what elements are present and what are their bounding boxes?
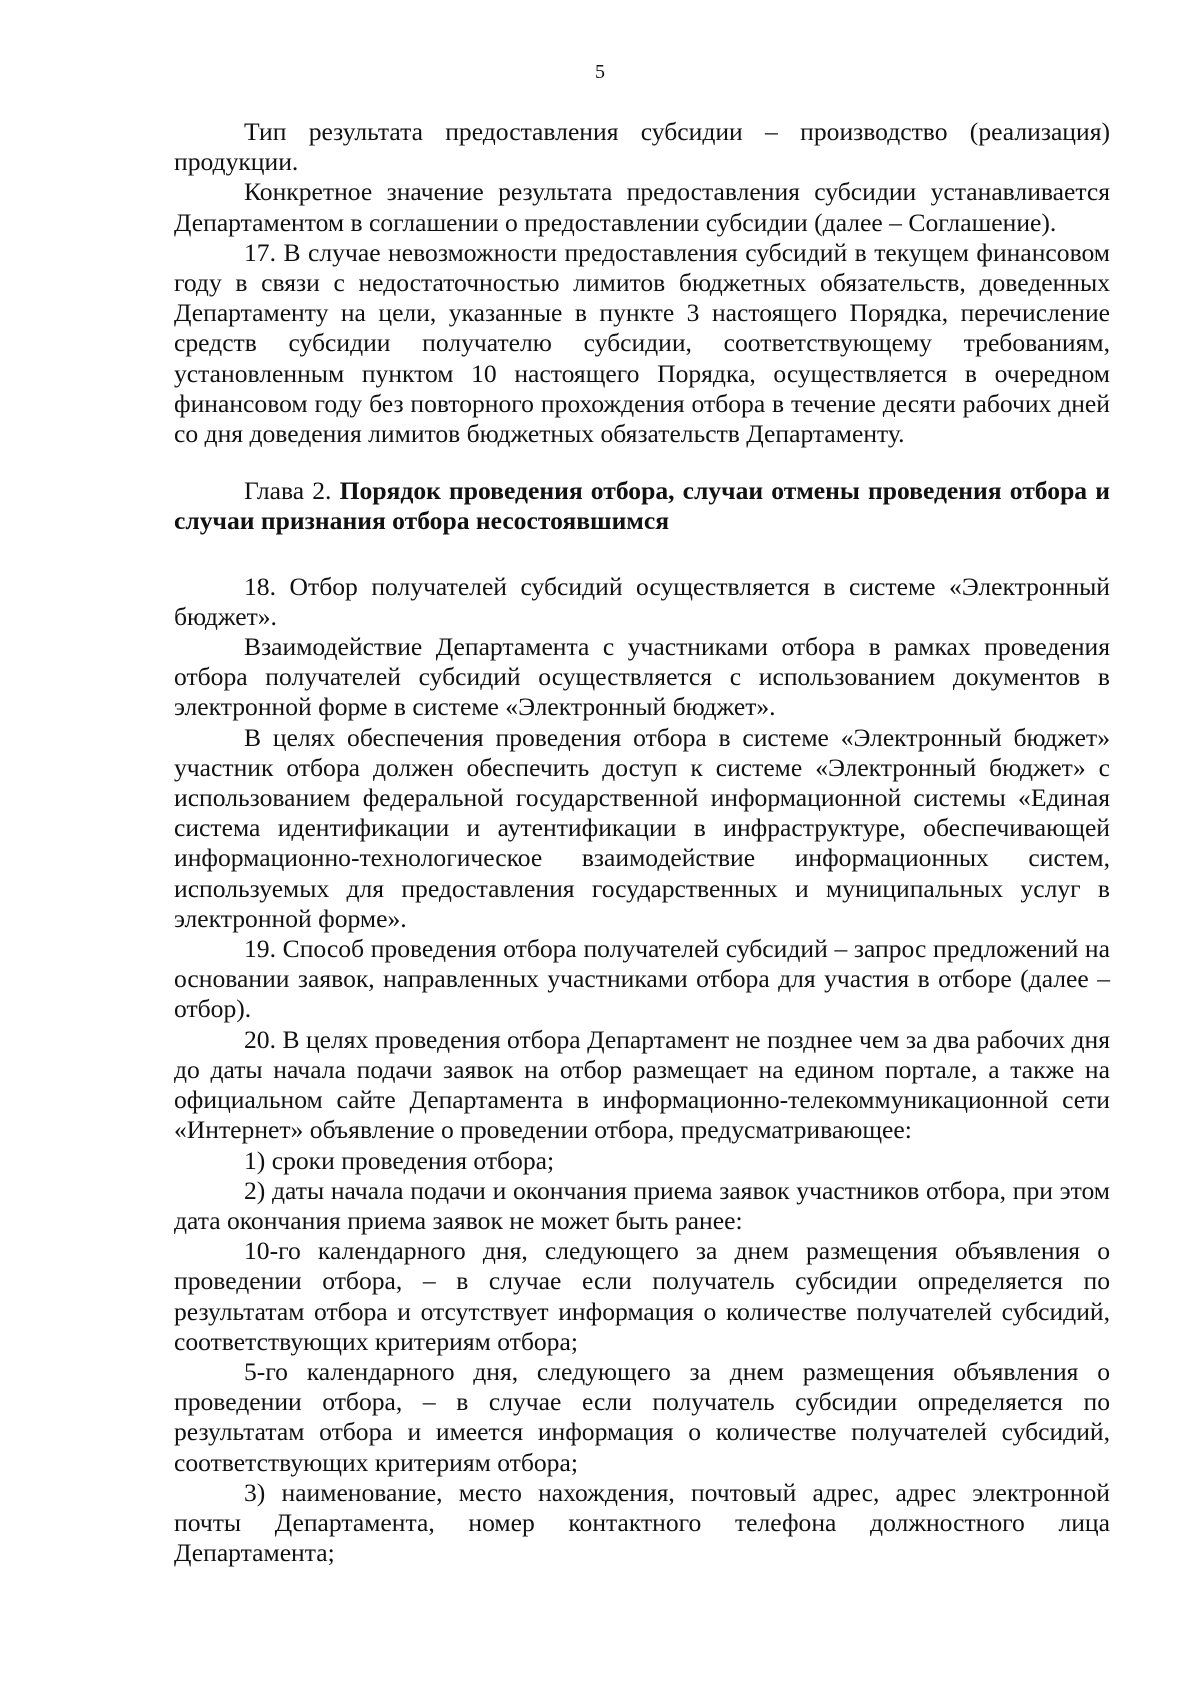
list-item-2: 2) даты начала подачи и окончания приема заявок участников отбора, при этом дата окончания приема заявок не может быть ранее: [174, 1175, 1110, 1235]
paragraph-interaction: Взаимодействие Департамента с участниками отбора в рамках проведения отбора получателей субсидий осуществляется с использованием документов в электронной форме в системе «Электронный бюджет». [174, 632, 1110, 722]
paragraph-result-value: Конкретное значение результата предоставления субсидии устанавливается Департаментом в соглашении о предоставлении субсидии (далее – Соглашение). [174, 177, 1110, 237]
paragraph-item-19: 19. Способ проведения отбора получателей субсидий – запрос предложений на основании заявок, направленных участниками отбора для участия в отборе (далее – отбор). [174, 934, 1110, 1024]
paragraph-result-type: Тип результата предоставления субсидии – производство (реализация) продукции. [174, 117, 1110, 177]
chapter-title: Порядок проведения отбора, случаи отмены проведения отбора и случаи признания отбора несостоявшимся [174, 476, 1110, 536]
list-item-1: 1) сроки проведения отбора; [244, 1145, 555, 1175]
chapter-heading [174, 476, 1110, 536]
paragraph-item-20: 20. В целях проведения отбора Департамент не позднее чем за два рабочих дня до даты начала подачи заявок на отбор размещает на едином портале, а также на официальном сайте Департамента в информационно-телекоммуникационной сети «Интернет» объявление о проведении отбора, предусматривающее: [174, 1024, 1110, 1145]
paragraph-5th-day: 5-го календарного дня, следующего за днем размещения объявления о проведении отбора, – в случае если получатель субсидии определяется по результатам отбора и имеется информация о количестве получателей субсидий, соответствующих критериям отбора; [174, 1356, 1110, 1477]
paragraph-10th-day: 10-го календарного дня, следующего за днем размещения объявления о проведении отбора, – в случае если получатель субсидии определяется по результатам отбора и отсутствует информация о количестве получателей субсидий, соответствующих критериям отбора; [174, 1236, 1110, 1356]
chapter-prefix: Глава 2. [244, 476, 332, 506]
list-item-3: 3) наименование, место нахождения, почтовый адрес, адрес электронной почты Департамента, номер контактного телефона должностного лица Департамента; [174, 1477, 1110, 1568]
paragraph-access: В целях обеспечения проведения отбора в системе «Электронный бюджет» участник отбора должен обеспечить доступ к системе «Электронный бюджет» с использованием федеральной государственной информационной системы «Единая система идентификации и аутентификации в инфраструктуре, обеспечивающей информационно-технологическое взаимодействие информационных систем, используемых для предоставления государственных и муниципальных услуг в электронной форме». [174, 722, 1110, 933]
document-body [174, 117, 1110, 1568]
paragraph-item-18: 18. Отбор получателей субсидий осуществляется в системе «Электронный бюджет». [174, 571, 1110, 631]
paragraph-item-17: 17. В случае невозможности предоставления субсидий в текущем финансовом году в связи с недостаточностью лимитов бюджетных обязательств, доведенных Департаменту на цели, указанные в пункте 3 настоящего Порядка, перечисление средств субсидии получателю субсидии, соответствующему требованиям, установленным пунктом 10 настоящего Порядка, осуществляется в очередном финансовом году без повторного прохождения отбора в течение десяти рабочих дней со дня доведения лимитов бюджетных обязательств Департаменту. [174, 237, 1110, 449]
page-number: 5 [595, 61, 605, 83]
